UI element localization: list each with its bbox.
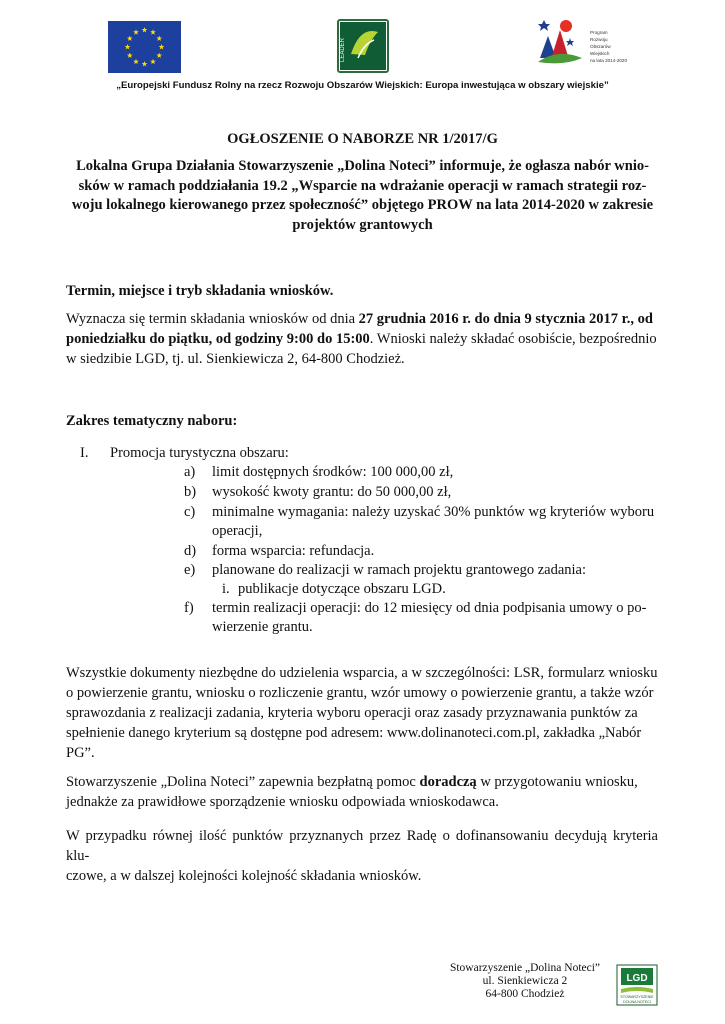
advice-paragraph: Stowarzyszenie „Dolina Noteci” zapewnia bezpłatną pomoc doradczą w przygotowaniu wniosku, jednakże za prawidłowe sporządzenie wniosku odpowiada wnioskodawca. — [66, 774, 638, 810]
sub-sub-marker: i. — [222, 581, 230, 597]
deadline-heading: Termin, miejsce i tryb składania wniosków. — [66, 283, 334, 299]
prow-logo-text — [590, 30, 627, 63]
lgd-logo — [617, 965, 657, 1005]
svg-text:LEADER: LEADER — [340, 37, 346, 62]
deadline-paragraph: Wyznacza się termin składania wniosków od dnia 27 grudnia 2016 r. do dnia 9 stycznia 2017 r., od poniedziałku do piątku, od godziny 9:00 do 15:00. Wnioski należy składać osobiście, bezpośrednio w siedzibie LGD, tj. ul. Sienkiewicza 2, 64-800 Chodzież. — [66, 311, 657, 367]
sub-item: limit dostępnych środków: 100 000,00 zł, — [212, 464, 454, 480]
sub-marker: a) — [184, 464, 196, 480]
sub-marker: e) — [184, 562, 196, 578]
svg-text:na lata 2014-2020: na lata 2014-2020 — [590, 58, 628, 63]
sub-item: minimalne wymagania: należy uzyskać 30% punktów wg kryteriów wyboru — [212, 504, 655, 520]
intro-paragraph: Lokalna Grupa Działania Stowarzyszenie „Dolina Noteci” informuje, że ogłasza nabór wnio- sków w ramach poddziałania 19.2 „Wsparcie na wdrażanie operacji w ramach strategii roz- woju lokalnego kierowanego przez społeczność” objętego PROW na lata 2014-2020 w zakresie projektów grantowych — [71, 158, 654, 233]
leader-logo — [334, 18, 392, 74]
scope-roman-marker: I. — [80, 445, 89, 461]
svg-text:LGD: LGD — [626, 973, 648, 984]
svg-text:Program: Program — [590, 30, 608, 35]
sub-marker: c) — [184, 504, 196, 520]
svg-text:Rozwoju: Rozwoju — [590, 37, 608, 42]
scope-item: Promocja turystyczna obszaru: — [110, 445, 289, 461]
sub-marker: b) — [184, 484, 197, 500]
footer-address: Stowarzyszenie „Dolina Noteci” ul. Sienkiewicza 2 64-800 Chodzież — [449, 962, 601, 1000]
sub-item: forma wsparcia: refundacja. — [212, 543, 375, 559]
svg-text:DOLINA NOTECI: DOLINA NOTECI — [623, 1000, 651, 1004]
svg-text:STOWARZYSZENIE: STOWARZYSZENIE — [620, 995, 654, 999]
sub-item: planowane do realizacji w ramach projektu grantowego zadania: — [212, 562, 587, 578]
sub-sub-item: publikacje dotyczące obszaru LGD. — [238, 581, 446, 597]
sub-item-continued: wierzenie grantu. — [212, 619, 313, 635]
sub-marker: d) — [184, 543, 197, 559]
funding-line: „Europejski Fundusz Rolny na rzecz Rozwoju Obszarów Wiejskich: Europa inwestująca w obszary wiejskie” — [116, 80, 609, 91]
eu-flag-logo — [108, 21, 181, 73]
scope-heading: Zakres tematyczny naboru: — [66, 413, 238, 429]
page-title: OGŁOSZENIE O NABORZE NR 1/2017/G — [227, 131, 498, 147]
eu-stars-icon — [108, 21, 181, 73]
sub-item: termin realizacji operacji: do 12 miesięcy od dnia podpisania umowy o po- — [212, 600, 647, 616]
prow-logo — [530, 12, 628, 74]
sub-marker: f) — [184, 600, 194, 616]
svg-text:Wiejskich: Wiejskich — [590, 51, 610, 56]
sub-item-continued: operacji, — [212, 523, 263, 539]
svg-text:Obszarów: Obszarów — [590, 44, 611, 49]
sub-item: wysokość kwoty grantu: do 50 000,00 zł, — [212, 484, 452, 500]
documents-paragraph: Wszystkie dokumenty niezbędne do udzielenia wsparcia, a w szczególności: LSR, formularz wniosku o powierzenie grantu, wniosku o rozliczenie grantu, wzór umowy o powierzenie grantu, a także wzór sprawozdania z realizacji zadania, kryteria wyboru operacji oraz zasady przyznawania punktów za spełnienie danego kryterium są dostępne pod adresem: www.dolinanoteci.com.pl, zakładka „Nabór PG”. — [66, 665, 658, 761]
ties-paragraph: W przypadku równej ilość punktów przyznanych przez Radę o dofinansowaniu decydują kryteria klu- czowe, a w dalszej kolejności kolejność składania wniosków. — [66, 828, 658, 884]
